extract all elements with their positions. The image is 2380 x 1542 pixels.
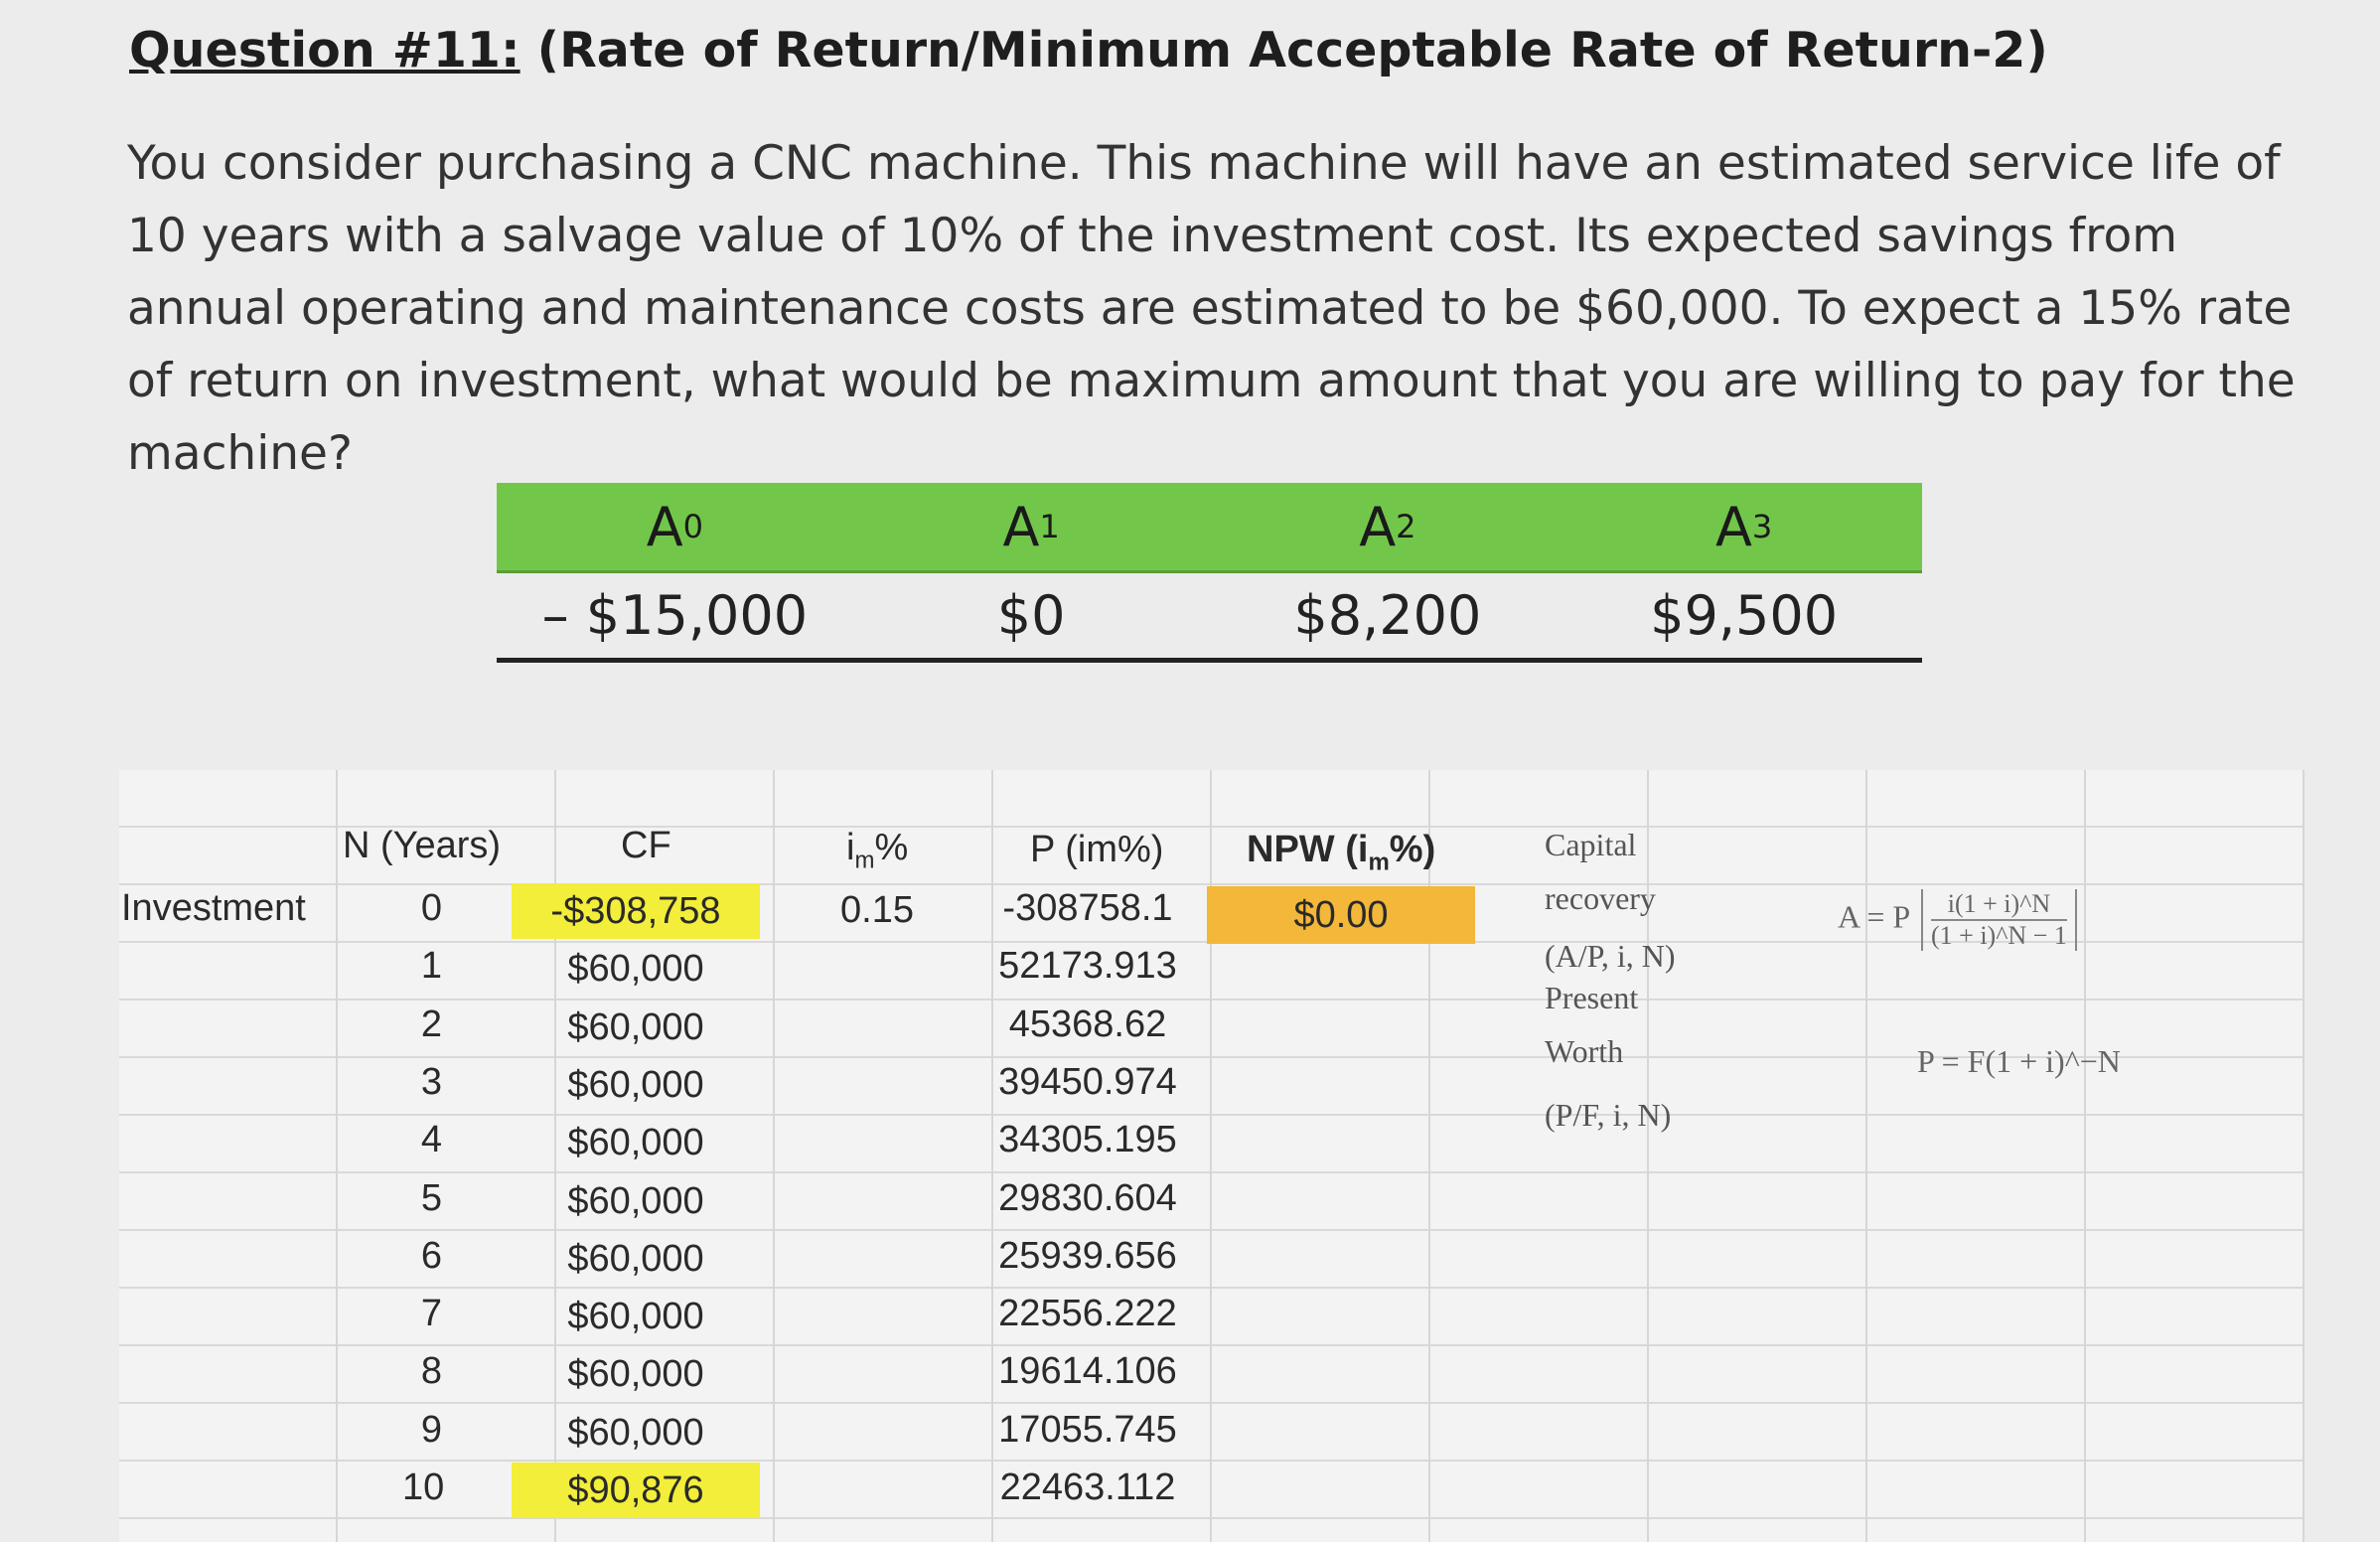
cf-cell: $60,000: [567, 1006, 704, 1048]
cf-cell: $90,876: [512, 1463, 760, 1518]
cf-cell: $60,000: [567, 1064, 704, 1106]
p-cell: 25939.656: [998, 1235, 1177, 1277]
note-ap: (A/P, i, N): [1545, 938, 1676, 974]
formula-present-worth: P = F(1 + i)^−N: [1917, 1043, 2121, 1079]
p-cell: 29830.604: [998, 1177, 1177, 1219]
alt-value-a3: $9,500: [1650, 584, 1839, 647]
cf-cell: $60,000: [567, 1122, 704, 1163]
cf-cell: $60,000: [567, 948, 704, 990]
investment-label: Investment: [121, 887, 306, 929]
alt-header-a2: A 2: [1359, 495, 1416, 558]
p-cell: 34305.195: [998, 1119, 1177, 1160]
p-cell: 45368.62: [1008, 1003, 1167, 1045]
alt-value-a1: $0: [996, 584, 1066, 647]
cf-cell: $60,000: [567, 1296, 704, 1337]
header-cf: CF: [621, 825, 671, 866]
year-cell: 6: [420, 1235, 442, 1277]
cf-cell: $60,000: [567, 1238, 704, 1280]
cf-cell: $60,000: [567, 1180, 704, 1222]
year-cell: 8: [420, 1350, 442, 1392]
alt-header-a3: A 3: [1714, 495, 1773, 558]
note-worth: Worth: [1545, 1033, 1624, 1069]
npw-value: $0.00: [1207, 886, 1475, 944]
cf-cell: $60,000: [567, 1412, 704, 1454]
header-im: $i_m\%$: [846, 827, 909, 874]
alt-header-a1: A 1: [1002, 495, 1060, 558]
year-cell: 5: [420, 1177, 442, 1219]
p-cell: 39450.974: [998, 1061, 1177, 1103]
im-value: 0.15: [840, 889, 914, 931]
alternatives-header-row: [497, 483, 1922, 573]
alt-value-a2: $8,200: [1293, 584, 1482, 647]
alt-value-a0: – $15,000: [541, 584, 809, 647]
note-present: Present: [1545, 980, 1639, 1015]
year-cell: 0: [420, 887, 442, 929]
alternatives-value-row: [497, 573, 1922, 663]
header-n-years: N (Years): [343, 825, 502, 866]
p-cell: 22463.112: [999, 1466, 1176, 1508]
note-recovery: recovery: [1545, 880, 1656, 916]
year-cell: 1: [420, 945, 442, 987]
p-cell: 52173.913: [998, 945, 1177, 987]
cf-cell: $60,000: [567, 1353, 704, 1395]
year-cell: 9: [420, 1409, 442, 1451]
p-cell: 22556.222: [998, 1293, 1177, 1334]
year-cell: 10: [402, 1466, 445, 1508]
note-pf: (P/F, i, N): [1545, 1097, 1672, 1133]
cf-cell: -$308,758: [512, 883, 760, 939]
p-cell: -308758.1: [1002, 887, 1173, 929]
header-p: P (im%): [1030, 829, 1164, 870]
alternatives-table: [497, 483, 1922, 663]
question-body: You consider purchasing a CNC machine. This machine will have an estimated service life of 10 years with a salvage value of 10% of the investment cost. Its expected savings from annual operating and maintenance costs are estimated to be $60,000. To expect a 15% rate of return on investment, what would be maximum amount that you are willing to pay for the machine?: [127, 136, 2296, 481]
note-capital: Capital: [1545, 827, 1637, 862]
question-title: [129, 22, 2048, 78]
formula-capital-recovery: A = P $\frac{i(1 + i)\^{}N}{(1 + i)\^{}N - 1}$: [1838, 889, 2077, 951]
question-topic: (Rate of Return/Minimum Acceptable Rate of Return-2): [520, 22, 2048, 78]
year-cell: 3: [420, 1061, 442, 1103]
question-number: Question #11:: [129, 22, 521, 78]
p-cell: 19614.106: [998, 1350, 1177, 1392]
p-cell: 17055.745: [998, 1409, 1177, 1451]
year-cell: 7: [420, 1293, 442, 1334]
alt-header-a0: A 0: [646, 495, 704, 558]
year-cell: 4: [420, 1119, 442, 1160]
year-cell: 2: [420, 1003, 442, 1045]
header-npw: NPW $(i_m\%)$: [1247, 829, 1436, 876]
